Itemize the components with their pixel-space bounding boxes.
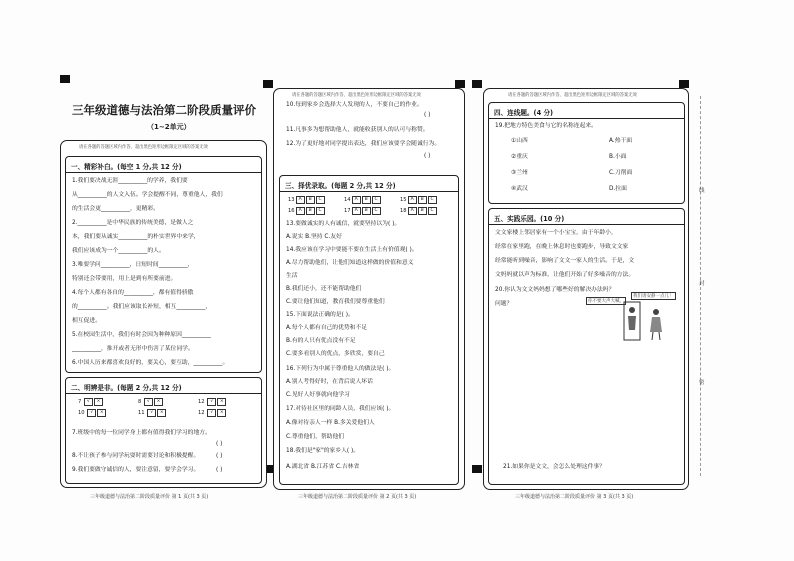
option-b-box[interactable]: B <box>418 207 427 215</box>
option-c-box[interactable]: C <box>372 207 381 215</box>
tf-cell[interactable] <box>78 409 138 417</box>
tf-cell[interactable] <box>198 409 258 417</box>
tf-answer-grid <box>78 398 258 417</box>
section-5-box <box>488 208 685 485</box>
option-line: C.要多看别人的优点，多欣赏，要自己 <box>286 351 385 357</box>
q-number: 17 <box>344 208 351 214</box>
q-line: 21.如果你是文文，会怎么处理这件事？ <box>503 464 605 470</box>
option-c-box[interactable]: C <box>428 196 437 204</box>
answer-paren[interactable]: ( ) <box>216 467 223 473</box>
answer-paren[interactable]: ( ) <box>424 112 431 118</box>
match-left[interactable]: ②重庆 <box>511 154 528 160</box>
q-line: 本，我们要从诚实__________的朴实世界中来学， <box>72 234 200 240</box>
exam-subtitle: （1~2单元） <box>147 123 191 131</box>
option-line: B.有的人只有优点没有不足 <box>286 338 356 344</box>
option-b-box[interactable]: B <box>418 196 427 204</box>
q-line: 7.班级中的每一位同学身上都有值得我们学习的地方。 <box>72 430 211 436</box>
page-footer: 三年级道德与法治第二阶段质量评价 第 2 页(共 3 页) <box>298 494 417 500</box>
true-box[interactable]: √ <box>84 398 93 406</box>
tf-cell[interactable] <box>138 409 198 417</box>
side-label: 密 <box>699 380 705 386</box>
q-line: 19.把地方特色美食与它的名称连起来。 <box>495 123 597 129</box>
option-line: C.尊重他们，帮助他们 <box>286 434 345 440</box>
speech-bubble-2: 我们请安静一点儿！ <box>633 294 674 299</box>
passage-line: 经常在家里跑，在晚上休息时也要跑步，导致文文家 <box>495 244 629 250</box>
q-line: 15.下面说法正确的是( )。 <box>286 312 354 318</box>
match-left[interactable]: ①山西 <box>511 138 528 144</box>
section-3-heading: 三、择优录取。(每题 2 分,共 12 分) <box>285 182 396 190</box>
false-box[interactable]: × <box>94 398 103 406</box>
option-c-box[interactable]: C <box>316 207 325 215</box>
option-b-box[interactable]: B <box>306 207 315 215</box>
option-c-box[interactable]: C <box>316 196 325 204</box>
q-line: 14.我应该在学习中要能不要在生活上有价值观( )。 <box>286 247 418 253</box>
q-number: 18 <box>400 208 407 214</box>
option-line: C.要让他们知道，教育我们要尊重他们 <box>286 299 385 305</box>
option-a-box[interactable]: A <box>352 196 361 204</box>
choice-cell[interactable] <box>344 196 400 204</box>
passage-line: 文妈妈就以声为标准，让他们开始了好多噪音的方法。 <box>495 272 635 278</box>
q-number: 8 <box>138 399 142 405</box>
q-line: 从__________的人文入伍。学会提醒不同，尊重他人，我们 <box>72 192 223 198</box>
false-box[interactable]: × <box>217 398 226 406</box>
side-label: 线 <box>699 188 705 194</box>
option-c-box[interactable]: C <box>372 196 381 204</box>
section-1-box <box>65 156 262 373</box>
registration-mark <box>263 80 273 88</box>
q-line: 的__________。我们应该取长补短，相互__________， <box>72 304 212 310</box>
registration-mark <box>472 80 482 88</box>
false-box[interactable]: × <box>97 409 106 417</box>
q-line: 18.我们是"家"的家乡人( )。 <box>286 448 360 454</box>
page-footer: 三年级道德与法治第二阶段质量评价 第 3 页(共 3 页) <box>515 494 634 500</box>
option-line: A.尽力帮助他们，让他们知道这样做的价值和意义 <box>286 260 414 266</box>
speech-bubble-1: 你不要大声大喊。 <box>588 299 624 304</box>
choice-cell[interactable] <box>400 207 456 215</box>
q-line: 我们应该成为一个__________的人。 <box>72 248 165 254</box>
q-line: 17.对待社区里的同龄人员，我们应该( )。 <box>286 406 395 412</box>
false-box[interactable]: × <box>217 409 226 417</box>
section-1-heading: 一、精彩补白。(每空 1 分,共 12 分) <box>71 163 182 171</box>
answer-paren[interactable]: ( ) <box>216 453 223 459</box>
q-number: 11 <box>138 410 145 416</box>
registration-mark <box>455 80 465 88</box>
q-line: 4.每个人都有各自的__________，都有值得骄傲 <box>72 290 194 296</box>
false-box[interactable]: × <box>154 398 163 406</box>
registration-mark <box>60 75 70 83</box>
option-line: A.说实 B.坚持 C.友好 <box>286 234 342 240</box>
q-number: 10 <box>78 410 85 416</box>
answer-area-2 <box>273 88 465 490</box>
true-box[interactable]: √ <box>144 398 153 406</box>
q-number: 16 <box>288 208 295 214</box>
section-5-heading: 五、实践乐园。(10 分) <box>494 215 565 223</box>
section-3-box <box>279 175 459 485</box>
choice-cell[interactable] <box>400 196 456 204</box>
q-line: 16.下列行为中属于尊重他人的做法是( )。 <box>286 366 395 372</box>
q-line: 问题？ <box>495 301 513 307</box>
option-b-box[interactable]: B <box>306 196 315 204</box>
area-notice: 请在各题的答题区域内作答，超出黑色矩形边框限定区域的答案无效 <box>79 145 208 150</box>
section-divider <box>489 118 684 119</box>
answer-area-1 <box>60 140 267 488</box>
option-line: B.我们还小，还不能帮助他们 <box>286 286 362 292</box>
option-line: A.每个人都有自己的优势和不足 <box>286 325 368 331</box>
section-2-box <box>65 377 262 484</box>
choice-cell[interactable] <box>288 196 344 204</box>
area-notice: 请在各题的答题区域内作答，超出黑色矩形边框限定区域的答案无效 <box>292 93 421 98</box>
match-right[interactable]: D.拉面 <box>609 186 627 192</box>
page-footer: 三年级道德与法治第二阶段质量评价 第 1 页(共 3 页) <box>90 494 209 500</box>
true-box[interactable]: √ <box>87 409 96 417</box>
section-divider <box>280 191 458 192</box>
section-divider <box>66 172 261 173</box>
answer-paren[interactable]: ( ) <box>216 441 223 447</box>
section-4-box <box>488 102 685 204</box>
q-number: 7 <box>78 399 82 405</box>
match-left[interactable]: ④武汉 <box>511 186 528 192</box>
choice-cell[interactable] <box>344 207 400 215</box>
passage-line: 经常能听到噪音，影响了文文一家人的生活。于是，文 <box>495 258 635 264</box>
q-line: 8.不让孩子参与同学玩耍时需要讨论和积极提醒。 <box>72 453 200 459</box>
match-left[interactable]: ③兰州 <box>511 170 528 176</box>
q-line: 11.凡事多为想帮助他人，就能收获别人的认可与称赞。 <box>286 127 429 133</box>
option-c-box[interactable]: C <box>428 207 437 215</box>
tf-cell[interactable] <box>78 398 138 406</box>
choice-answer-grid <box>288 196 456 215</box>
q-line: 的生活会更__________，更精彩。 <box>72 206 159 212</box>
option-line: A.别人考得好时，在背后说人坏话 <box>286 379 373 385</box>
q-line: 12.为了更好地对同学提出表达，我们应该要学会随诚行为。 <box>286 141 441 147</box>
registration-mark <box>679 80 689 88</box>
section-2-heading: 二、明辨是非。(每题 2 分,共 12 分) <box>71 384 182 392</box>
section-divider <box>66 393 261 394</box>
q-line: 特别还会带要用，用上是到有所要前进。 <box>72 276 177 282</box>
section-divider <box>489 224 684 225</box>
q-line: 相互促进。 <box>72 318 101 324</box>
q-line: 10.每到家乡会选择大人发现的人，不要自己的作业。 <box>286 102 423 108</box>
area-notice: 请在各题的答题区域内作答，超出黑色矩形边框限定区域的答案无效 <box>508 93 637 98</box>
exam-title: 三年级道德与法治第二阶段质量评价 <box>72 103 256 117</box>
answer-area-3 <box>483 88 689 490</box>
option-line: 生活 <box>286 273 298 279</box>
true-box[interactable]: √ <box>207 409 216 417</box>
q-number: 14 <box>344 197 351 203</box>
passage-line: 文文家楼上邻居家有一个小宝宝，由于年龄小， <box>495 230 617 236</box>
match-right[interactable]: C.刀削面 <box>609 170 633 176</box>
option-a-box[interactable]: A <box>408 196 417 204</box>
answer-paren[interactable]: ( ) <box>424 153 431 159</box>
false-box[interactable]: × <box>157 409 166 417</box>
q-line: 9.我们要做守诚信的人，要注意留，要学会学习。 <box>72 467 200 473</box>
option-line: A.湖北省 B.江苏省 C.吉林省 <box>286 464 360 470</box>
section-4-heading: 四、连线题。(4 分) <box>494 109 554 117</box>
option-a-box[interactable]: A <box>408 207 417 215</box>
side-label: 封 <box>699 281 705 287</box>
q-number: 12 <box>198 410 205 416</box>
option-b-box[interactable]: B <box>362 207 371 215</box>
registration-mark <box>472 465 482 473</box>
q-line: 1.我们要决战无涯__________的学养，我们要 <box>72 178 188 184</box>
q-number: 12 <box>198 399 205 405</box>
option-a-box[interactable]: A <box>296 196 305 204</box>
q-line: 3.唯要学问__________，日短时间__________， <box>72 262 194 268</box>
q-line: 2.__________是中华民族的传统美德，是做人之 <box>72 220 194 226</box>
q-line: __________，推开或者无形中伤害了某位同学。 <box>72 346 194 352</box>
q-line: 20.你认为文文妈妈想了哪些好的解决办法吗？ <box>495 287 615 293</box>
q-line: 13.要做诚实的人有诚信，就要坚持以为( )。 <box>286 221 401 227</box>
choice-cell[interactable] <box>288 207 344 215</box>
q-line: 5.在校园生活中，我们有时会因为种种原因__________ <box>72 332 211 338</box>
tf-cell[interactable] <box>198 398 258 406</box>
true-box[interactable]: √ <box>207 398 216 406</box>
match-right[interactable]: B.小面 <box>609 154 627 160</box>
match-right[interactable]: A.热干面 <box>609 138 633 144</box>
true-box[interactable]: √ <box>147 409 156 417</box>
tf-cell[interactable] <box>138 398 198 406</box>
q-line: 6.中国人历来都喜欢良好的，要关心，要互助，__________。 <box>72 360 229 366</box>
q-number: 15 <box>400 197 407 203</box>
option-line: A.像对待亲人一样 B.多关爱他们人 <box>286 420 375 426</box>
option-a-box[interactable]: A <box>296 207 305 215</box>
option-b-box[interactable]: B <box>362 196 371 204</box>
option-a-box[interactable]: A <box>352 207 361 215</box>
option-line: C.见好人好事就向他学习 <box>286 392 350 398</box>
q-number: 13 <box>288 197 295 203</box>
